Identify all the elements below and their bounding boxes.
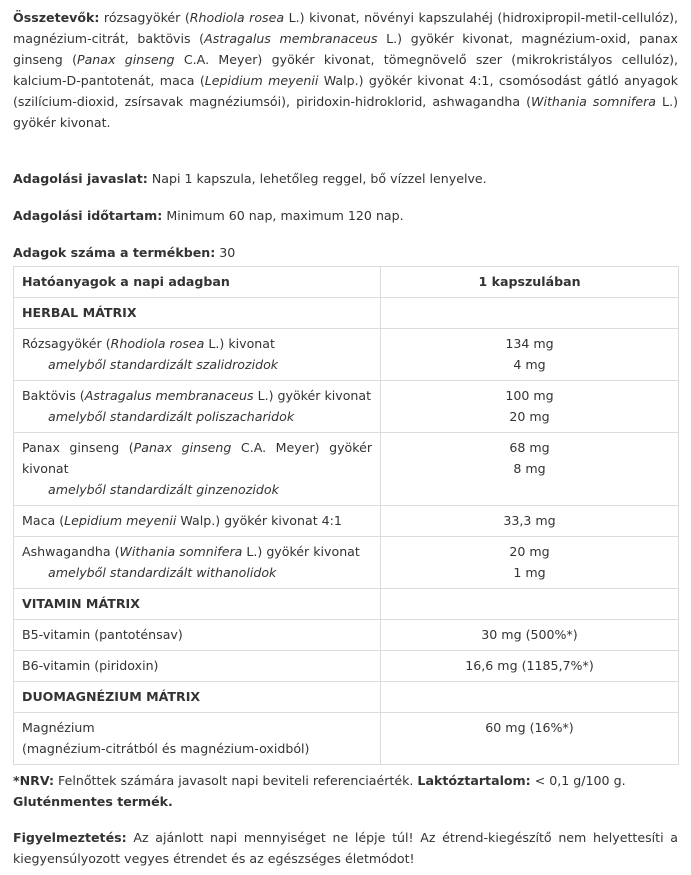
amount-cell: 60 mg (16%*) [381,713,679,765]
ingredients-latin-name: Withania somnifera [531,94,656,109]
dosage-paragraph [13,168,678,189]
table-row-ashwagandha [14,537,679,589]
lactose-label: Laktóztartalom: [417,773,531,788]
section-row-herbal [14,298,679,329]
ingredient-cell: Maca (Lepidium meyenii Walp.) gyökér kivonat 4:1 [14,506,381,537]
ingredient-cell: B5-vitamin (pantoténsav) [14,620,381,651]
nrv-paragraph: *NRV: Felnőttek számára javasolt napi beviteli referenciaérték. Laktóztartalom: < 0,1 g/100 g. Gluténmentes termék. [13,773,626,809]
table-row-ginseng [14,433,679,506]
table-row-rhodiola [14,329,679,381]
ingredients-text: Walp.) gyökér kivonat 4:1, csomósodást gátló anyagok (szilícium-dioxid, zsírsavak magnéziumsói), piridoxin-hidroklorid, ashwagandha ( [13,73,678,109]
warning-text: Az ajánlott napi mennyiséget ne lépje túl! Az étrend-kiegészítő nem helyettesíti a kiegyensúlyozott vegyes étrendet és az egészséges életmódot! [13,830,678,866]
table-row-maca [14,506,679,537]
table-row-magnesium [14,713,679,765]
section-title-vitamin: VITAMIN MÁTRIX [14,589,381,620]
ingredient-cell: Panax ginseng (Panax ginseng C.A. Meyer) gyökér kivonat amelyből standardizált ginzenozidok [14,433,381,506]
duration-label: Adagolási időtartam: [13,208,163,223]
duration-paragraph [13,205,678,226]
amount-cell: 30 mg (500%*) [381,620,679,651]
table-row-b6 [14,651,679,682]
warning-label: Figyelmeztetés: [13,830,127,845]
section-row-vitamin [14,589,679,620]
ingredients-text: C.A. Meyer) gyökér kivonat, tömegnövelő szer (mikrokristályos cellulóz), kalcium-D-pantotenát, maca ( [13,52,678,88]
standardized-note: amelyből standardizált withanolidok [48,565,277,580]
ingredient-cell: Magnézium (magnézium-citrátból és magnézium-oxidból) [14,713,381,765]
header-active-ingredients: Hatóanyagok a napi adagban [14,267,381,298]
amount-cell: 100 mg 20 mg [381,381,679,433]
ingredient-cell: Ashwagandha (Withania somnifera L.) gyökér kivonat amelyből standardizált withanolidok [14,537,381,589]
servings-paragraph [13,242,678,263]
nrv-label: *NRV: [13,773,55,788]
ingredient-cell: Baktövis (Astragalus membranaceus L.) gyökér kivonat amelyből standardizált poliszacharidok [14,381,381,433]
ingredient-cell: Rózsagyökér (Rhodiola rosea L.) kivonat amelyből standardizált szalidrozidok [14,329,381,381]
dosage-label: Adagolási javaslat: [13,171,148,186]
standardized-note: amelyből standardizált poliszacharidok [48,409,295,424]
standardized-note: amelyből standardizált ginzenozidok [48,482,279,497]
dosage-text: Napi 1 kapszula, lehetőleg reggel, bő vízzel lenyelve. [147,171,487,186]
section-title-magnesium: DUOMAGNÉZIUM MÁTRIX [14,682,381,713]
warning-paragraph [13,827,678,869]
ingredients-label: Összetevők: [13,10,100,25]
amount-cell: 134 mg 4 mg [381,329,679,381]
ingredients-latin-name: Lepidium meyenii [204,73,319,88]
amount-cell: 20 mg 1 mg [381,537,679,589]
ingredients-latin-name: Rhodiola rosea [189,10,285,25]
table-row-b5 [14,620,679,651]
amount-cell: 68 mg 8 mg [381,433,679,506]
section-title-herbal: HERBAL MÁTRIX [14,298,381,329]
nutrition-table [13,266,679,765]
ingredients-latin-name: Panax ginseng [77,52,175,67]
ingredients-text: L.) kivonat, növényi kapszulahéj (hidroxipropil-metil-cellulóz), magnézium-citrát, baktövis ( [13,10,679,46]
header-per-capsule: 1 kapszulában [381,267,679,298]
ingredients-text: L.) gyökér kivonat, magnézium-oxid, panax ginseng ( [13,31,679,67]
ingredients-text: L.) gyökér kivonat. [13,94,678,130]
standardized-note: amelyből standardizált szalidrozidok [48,357,279,372]
servings-text: 30 [215,245,236,260]
amount-cell: 33,3 mg [381,506,679,537]
ingredient-cell: B6-vitamin (piridoxin) [14,651,381,682]
section-row-magnesium [14,682,679,713]
ingredients-paragraph [13,7,678,133]
servings-label: Adagok száma a termékben: [13,245,216,260]
ingredients-latin-name: Astragalus membranaceus [204,31,378,46]
ingredients-text: rózsagyökér ( [99,10,190,25]
amount-cell: 16,6 mg (1185,7%*) [381,651,679,682]
table-row-astragalus [14,381,679,433]
gluten-free-note: Gluténmentes termék. [13,794,173,809]
table-header-row [14,267,679,298]
duration-text: Minimum 60 nap, maximum 120 nap. [162,208,404,223]
